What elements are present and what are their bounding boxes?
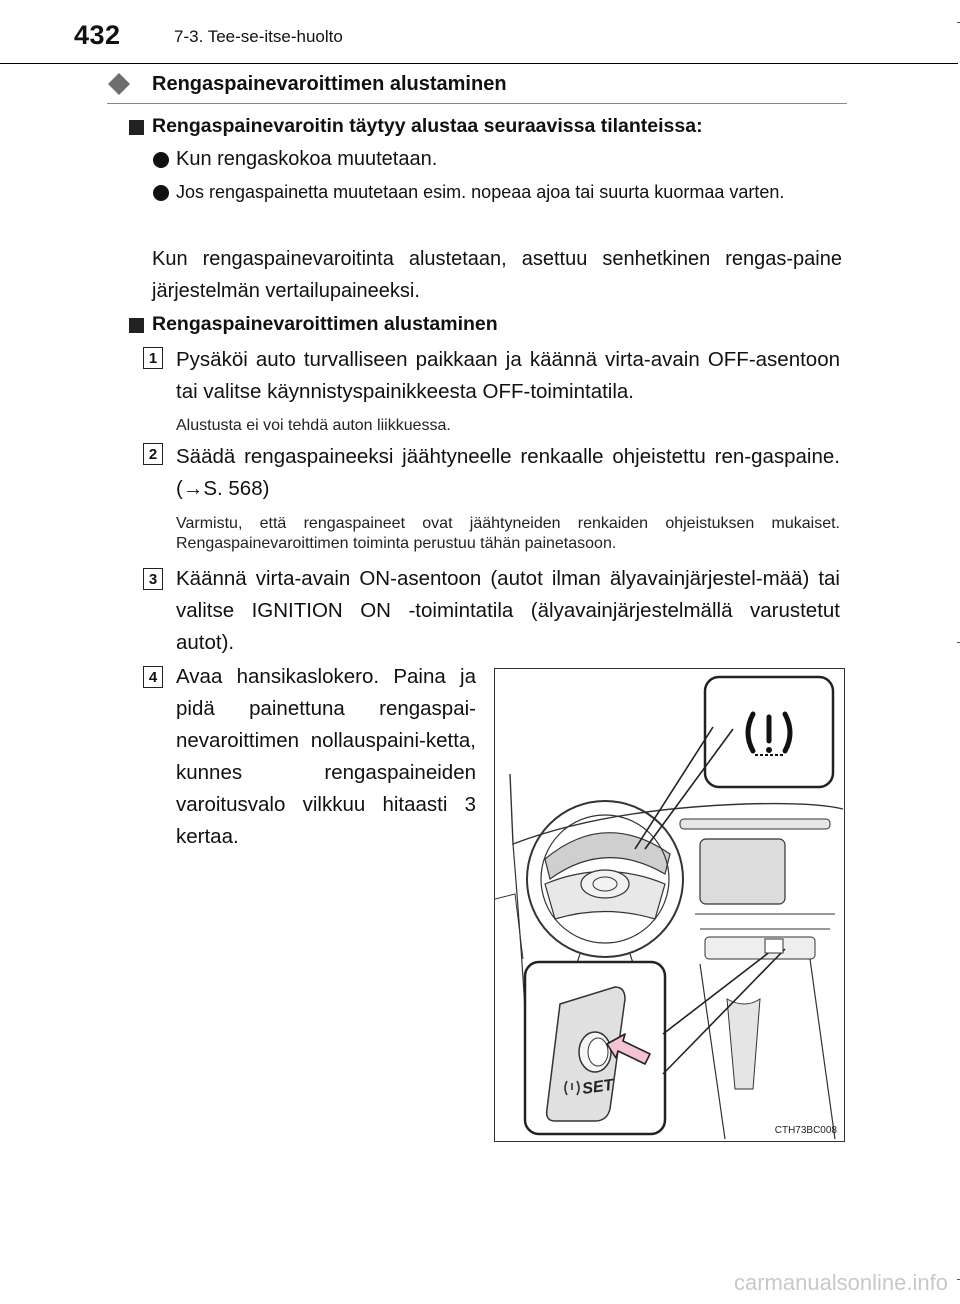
step-number-box: 1 — [143, 347, 163, 369]
illustration — [494, 668, 845, 1142]
round-bullet-icon — [153, 152, 169, 168]
step-number-box: 3 — [143, 568, 163, 590]
subheading-rule — [107, 103, 847, 104]
square-bullet-icon — [129, 120, 144, 135]
set-label: SET — [581, 1076, 615, 1098]
step-text: Pysäköi auto turvalliseen paikkaan ja käännä virta-avain OFF-asentoon tai valitse käynnistyspainikkeesta OFF-toimintatila. — [176, 348, 840, 403]
page-number: 432 — [74, 20, 121, 50]
step-number-box: 2 — [143, 443, 163, 465]
square-bullet-icon — [129, 318, 144, 333]
when-heading: Rengaspainevaroitin täytyy alustaa seuraavissa tilanteissa: — [152, 115, 703, 137]
dashboard-drawing — [495, 669, 845, 1142]
step-text: Käännä virta-avain ON-asentoon (autot ilman älyavainjärjestel-mää) tai valitse IGNITION ON -toimintatila (älyavainjärjestelmällä varustetut autot). — [176, 567, 840, 654]
watermark: carmanualsonline.info — [733, 1270, 948, 1295]
subheading-title: Rengaspainevaroittimen alustaminen — [152, 73, 507, 95]
section-title: 7-3. Tee-se-itse-huolto — [174, 27, 343, 46]
step-note: Varmistu, että rengaspaineet ovat jäähtyneiden renkaiden ohjeistuksen mukaiset. Rengaspainevaroittimen toiminta perustuu tähän painetasoon. — [176, 515, 840, 552]
header-rule — [0, 63, 958, 64]
procedure-heading: Rengaspainevaroittimen alustaminen — [152, 313, 498, 335]
step-text: Avaa hansikaslokero. Paina ja pidä painettuna rengaspai-nevaroittimen nollauspaini-ketta, kunnes rengaspaineiden varoitusvalo vilkkuu hitaasti 3 kertaa. — [176, 665, 476, 848]
diamond-icon — [107, 72, 131, 96]
step-number-box: 4 — [143, 666, 163, 688]
bullet-item: Jos rengaspainetta muutetaan esim. nopeaa ajoa tai suurta kuormaa varten. — [176, 182, 785, 202]
bullet-item: Kun rengaskokoa muutetaan. — [176, 148, 438, 170]
step-text: Säädä rengaspaineeksi jäähtyneelle renkaalle ohjeistettu ren-gaspaine. (→S. 568) — [176, 445, 840, 500]
round-bullet-icon — [153, 185, 169, 201]
illustration-code: CTH73BC008 — [774, 1125, 837, 1136]
when-paragraph: Kun rengaspainevaroitinta alustetaan, asettuu senhetkinen rengas-paine järjestelmän vertailupaineeksi. — [152, 248, 842, 302]
step-note: Alustusta ei voi tehdä auton liikkuessa. — [176, 417, 451, 434]
